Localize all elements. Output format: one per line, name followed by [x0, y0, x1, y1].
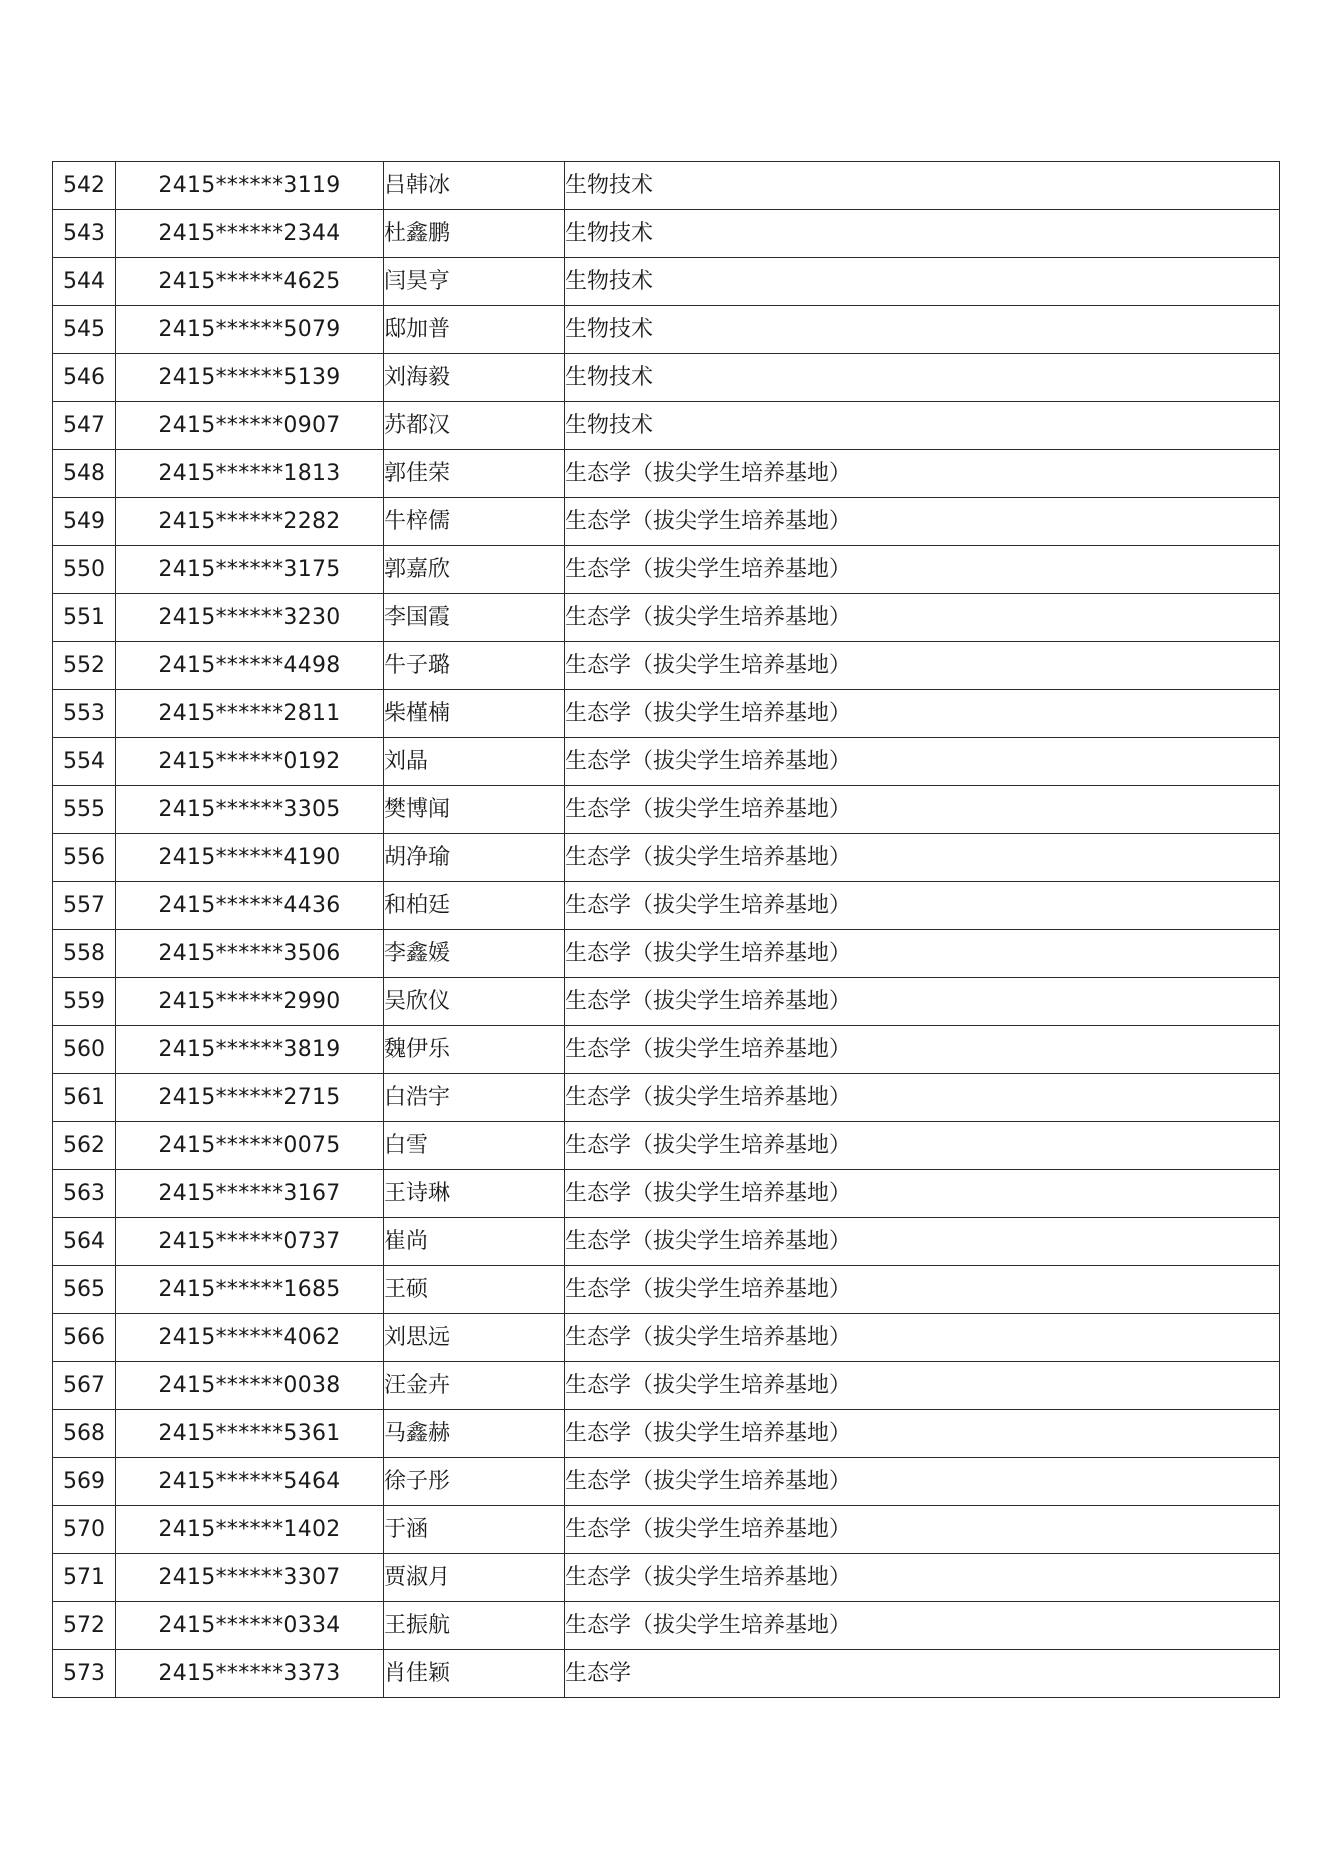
row-number-cell: 551	[53, 594, 116, 642]
row-number-cell: 546	[53, 354, 116, 402]
student-id-cell: 2415******2715	[116, 1074, 384, 1122]
row-number-cell: 555	[53, 786, 116, 834]
roster-body	[53, 162, 1280, 1698]
student-name-cell: 白雪	[384, 1122, 565, 1170]
table-row	[53, 354, 1280, 402]
student-name-cell: 汪金卉	[384, 1362, 565, 1410]
student-id-cell: 2415******0075	[116, 1122, 384, 1170]
table-row	[53, 1362, 1280, 1410]
student-id-cell: 2415******2811	[116, 690, 384, 738]
student-id-cell: 2415******3230	[116, 594, 384, 642]
row-number-cell: 569	[53, 1458, 116, 1506]
major-cell: 生态学（拔尖学生培养基地）	[565, 1122, 1280, 1170]
row-number-cell: 563	[53, 1170, 116, 1218]
table-row	[53, 930, 1280, 978]
student-name-cell: 吴欣仪	[384, 978, 565, 1026]
student-id-cell: 2415******3305	[116, 786, 384, 834]
student-name-cell: 郭佳荣	[384, 450, 565, 498]
student-id-cell: 2415******5361	[116, 1410, 384, 1458]
table-row	[53, 1554, 1280, 1602]
major-cell: 生态学（拔尖学生培养基地）	[565, 1458, 1280, 1506]
student-name-cell: 杜鑫鹏	[384, 210, 565, 258]
student-id-cell: 2415******4190	[116, 834, 384, 882]
major-cell: 生态学（拔尖学生培养基地）	[565, 690, 1280, 738]
major-cell: 生态学（拔尖学生培养基地）	[565, 1410, 1280, 1458]
table-row	[53, 1602, 1280, 1650]
row-number-cell: 550	[53, 546, 116, 594]
row-number-cell: 570	[53, 1506, 116, 1554]
student-name-cell: 白浩宇	[384, 1074, 565, 1122]
table-row	[53, 1506, 1280, 1554]
row-number-cell: 554	[53, 738, 116, 786]
student-id-cell: 2415******0907	[116, 402, 384, 450]
table-row	[53, 1650, 1280, 1698]
student-id-cell: 2415******1813	[116, 450, 384, 498]
student-name-cell: 肖佳颖	[384, 1650, 565, 1698]
row-number-cell: 547	[53, 402, 116, 450]
row-number-cell: 552	[53, 642, 116, 690]
student-name-cell: 王硕	[384, 1266, 565, 1314]
student-id-cell: 2415******0192	[116, 738, 384, 786]
student-name-cell: 郭嘉欣	[384, 546, 565, 594]
table-row	[53, 882, 1280, 930]
major-cell: 生物技术	[565, 306, 1280, 354]
table-row	[53, 1074, 1280, 1122]
row-number-cell: 548	[53, 450, 116, 498]
row-number-cell: 553	[53, 690, 116, 738]
student-id-cell: 2415******2990	[116, 978, 384, 1026]
table-row	[53, 1266, 1280, 1314]
student-name-cell: 和柏廷	[384, 882, 565, 930]
table-row	[53, 690, 1280, 738]
table-row	[53, 306, 1280, 354]
major-cell: 生态学（拔尖学生培养基地）	[565, 882, 1280, 930]
major-cell: 生态学（拔尖学生培养基地）	[565, 1506, 1280, 1554]
student-name-cell: 吕韩冰	[384, 162, 565, 210]
student-name-cell: 胡净瑜	[384, 834, 565, 882]
table-row	[53, 642, 1280, 690]
major-cell: 生态学（拔尖学生培养基地）	[565, 930, 1280, 978]
major-cell: 生物技术	[565, 354, 1280, 402]
major-cell: 生态学（拔尖学生培养基地）	[565, 450, 1280, 498]
student-name-cell: 刘晶	[384, 738, 565, 786]
table-row	[53, 258, 1280, 306]
student-id-cell: 2415******3819	[116, 1026, 384, 1074]
row-number-cell: 556	[53, 834, 116, 882]
student-id-cell: 2415******5139	[116, 354, 384, 402]
major-cell: 生态学（拔尖学生培养基地）	[565, 1314, 1280, 1362]
table-row	[53, 402, 1280, 450]
student-id-cell: 2415******1685	[116, 1266, 384, 1314]
major-cell: 生态学（拔尖学生培养基地）	[565, 1554, 1280, 1602]
table-row	[53, 1314, 1280, 1362]
row-number-cell: 549	[53, 498, 116, 546]
table-row	[53, 1410, 1280, 1458]
major-cell: 生态学（拔尖学生培养基地）	[565, 1602, 1280, 1650]
row-number-cell: 561	[53, 1074, 116, 1122]
major-cell: 生态学（拔尖学生培养基地）	[565, 738, 1280, 786]
major-cell: 生态学（拔尖学生培养基地）	[565, 546, 1280, 594]
row-number-cell: 565	[53, 1266, 116, 1314]
major-cell: 生态学（拔尖学生培养基地）	[565, 1362, 1280, 1410]
student-name-cell: 苏都汉	[384, 402, 565, 450]
table-row	[53, 1458, 1280, 1506]
row-number-cell: 557	[53, 882, 116, 930]
table-row	[53, 546, 1280, 594]
row-number-cell: 544	[53, 258, 116, 306]
table-row	[53, 498, 1280, 546]
student-id-cell: 2415******4625	[116, 258, 384, 306]
student-name-cell: 樊博闻	[384, 786, 565, 834]
student-id-cell: 2415******0334	[116, 1602, 384, 1650]
table-row	[53, 450, 1280, 498]
row-number-cell: 572	[53, 1602, 116, 1650]
table-row	[53, 1026, 1280, 1074]
student-name-cell: 徐子彤	[384, 1458, 565, 1506]
student-name-cell: 刘思远	[384, 1314, 565, 1362]
table-row	[53, 1122, 1280, 1170]
student-id-cell: 2415******2344	[116, 210, 384, 258]
student-name-cell: 王诗琳	[384, 1170, 565, 1218]
student-name-cell: 李鑫媛	[384, 930, 565, 978]
row-number-cell: 542	[53, 162, 116, 210]
table-row	[53, 594, 1280, 642]
student-name-cell: 王振航	[384, 1602, 565, 1650]
student-name-cell: 崔尚	[384, 1218, 565, 1266]
row-number-cell: 543	[53, 210, 116, 258]
major-cell: 生物技术	[565, 210, 1280, 258]
student-name-cell: 柴槿楠	[384, 690, 565, 738]
row-number-cell: 564	[53, 1218, 116, 1266]
student-name-cell: 刘海毅	[384, 354, 565, 402]
table-row	[53, 738, 1280, 786]
major-cell: 生态学（拔尖学生培养基地）	[565, 834, 1280, 882]
student-id-cell: 2415******3506	[116, 930, 384, 978]
student-name-cell: 牛梓儒	[384, 498, 565, 546]
table-row	[53, 162, 1280, 210]
major-cell: 生物技术	[565, 402, 1280, 450]
student-roster-table	[52, 161, 1280, 1698]
student-name-cell: 牛子璐	[384, 642, 565, 690]
row-number-cell: 545	[53, 306, 116, 354]
major-cell: 生态学（拔尖学生培养基地）	[565, 1266, 1280, 1314]
row-number-cell: 566	[53, 1314, 116, 1362]
student-id-cell: 2415******3119	[116, 162, 384, 210]
student-name-cell: 于涵	[384, 1506, 565, 1554]
student-id-cell: 2415******1402	[116, 1506, 384, 1554]
table-row	[53, 210, 1280, 258]
row-number-cell: 559	[53, 978, 116, 1026]
major-cell: 生态学（拔尖学生培养基地）	[565, 498, 1280, 546]
row-number-cell: 560	[53, 1026, 116, 1074]
major-cell: 生态学	[565, 1650, 1280, 1698]
student-name-cell: 闫昊亨	[384, 258, 565, 306]
table-row	[53, 786, 1280, 834]
student-id-cell: 2415******4062	[116, 1314, 384, 1362]
student-name-cell: 贾淑月	[384, 1554, 565, 1602]
student-id-cell: 2415******5079	[116, 306, 384, 354]
student-name-cell: 李国霞	[384, 594, 565, 642]
major-cell: 生物技术	[565, 162, 1280, 210]
student-name-cell: 马鑫赫	[384, 1410, 565, 1458]
table-row	[53, 834, 1280, 882]
student-id-cell: 2415******2282	[116, 498, 384, 546]
student-id-cell: 2415******3373	[116, 1650, 384, 1698]
major-cell: 生态学（拔尖学生培养基地）	[565, 978, 1280, 1026]
row-number-cell: 562	[53, 1122, 116, 1170]
row-number-cell: 568	[53, 1410, 116, 1458]
major-cell: 生态学（拔尖学生培养基地）	[565, 642, 1280, 690]
table-row	[53, 978, 1280, 1026]
student-id-cell: 2415******0737	[116, 1218, 384, 1266]
major-cell: 生态学（拔尖学生培养基地）	[565, 594, 1280, 642]
major-cell: 生态学（拔尖学生培养基地）	[565, 786, 1280, 834]
major-cell: 生态学（拔尖学生培养基地）	[565, 1170, 1280, 1218]
row-number-cell: 558	[53, 930, 116, 978]
row-number-cell: 571	[53, 1554, 116, 1602]
table-row	[53, 1218, 1280, 1266]
student-id-cell: 2415******3167	[116, 1170, 384, 1218]
student-name-cell: 邸加普	[384, 306, 565, 354]
student-name-cell: 魏伊乐	[384, 1026, 565, 1074]
row-number-cell: 573	[53, 1650, 116, 1698]
student-id-cell: 2415******4436	[116, 882, 384, 930]
major-cell: 生态学（拔尖学生培养基地）	[565, 1026, 1280, 1074]
major-cell: 生态学（拔尖学生培养基地）	[565, 1074, 1280, 1122]
student-id-cell: 2415******0038	[116, 1362, 384, 1410]
student-id-cell: 2415******4498	[116, 642, 384, 690]
major-cell: 生态学（拔尖学生培养基地）	[565, 1218, 1280, 1266]
student-id-cell: 2415******3307	[116, 1554, 384, 1602]
student-id-cell: 2415******5464	[116, 1458, 384, 1506]
student-id-cell: 2415******3175	[116, 546, 384, 594]
major-cell: 生物技术	[565, 258, 1280, 306]
row-number-cell: 567	[53, 1362, 116, 1410]
table-row	[53, 1170, 1280, 1218]
